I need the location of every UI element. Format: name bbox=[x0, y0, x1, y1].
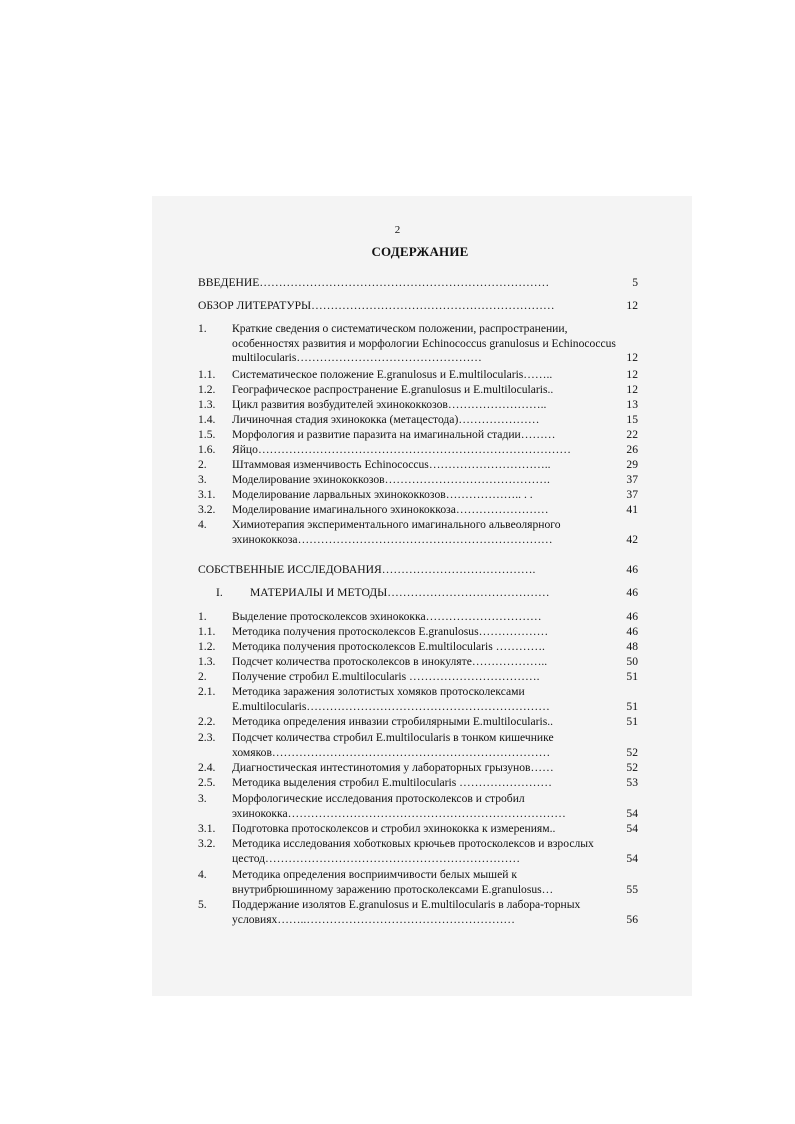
toc-title: СОДЕРЖАНИЕ bbox=[371, 244, 469, 259]
toc-entry-page: 37 bbox=[626, 473, 638, 486]
toc-entry-page: 48 bbox=[626, 640, 638, 653]
toc-entry-number: 3.2. bbox=[198, 503, 216, 516]
toc-entry-text: ВВЕДЕНИЕ………………………………………………………………… bbox=[198, 276, 550, 289]
toc-entry-page: 41 bbox=[626, 503, 638, 516]
toc-entry-page: 46 bbox=[626, 563, 638, 576]
toc-entry-text: Моделирование ларвальных эхинококкозов……………….. . . bbox=[232, 488, 533, 501]
toc-entry-page: 54 bbox=[626, 851, 638, 865]
toc-entry bbox=[198, 276, 638, 291]
toc-entry-page: 51 bbox=[626, 715, 638, 728]
toc-entry bbox=[198, 428, 638, 443]
toc-entry-text: Морфология и развитие паразита на имагинальной стадии……… bbox=[232, 428, 556, 441]
toc-entry bbox=[198, 518, 638, 547]
toc-entry-text: МАТЕРИАЛЫ И МЕТОДЫ…………………………………… bbox=[250, 586, 550, 599]
toc-entry-text: Моделирование эхинококкозов……………………………………. bbox=[232, 473, 550, 486]
toc-entry bbox=[198, 473, 638, 488]
toc-entry bbox=[198, 563, 638, 578]
toc-entry-number: 3.1. bbox=[198, 488, 216, 501]
toc-entry-page: 12 bbox=[626, 383, 638, 396]
toc-entry bbox=[198, 458, 638, 473]
toc-entry-number: 1. bbox=[198, 322, 207, 335]
toc-entry-page: 37 bbox=[626, 488, 638, 501]
toc-entry-page: 46 bbox=[626, 610, 638, 623]
toc-entry-text: Яйцо……………………………………………………………………… bbox=[232, 443, 571, 456]
toc-entry-page: 51 bbox=[626, 699, 638, 713]
toc-entry-text: СОБСТВЕННЫЕ ИССЛЕДОВАНИЯ…………………………………. bbox=[198, 563, 536, 576]
toc-entry-page: 52 bbox=[626, 761, 638, 774]
toc-entry-number: 1.1. bbox=[198, 368, 216, 381]
toc-entry-text: Моделирование имагинального эхинококкоза…………………… bbox=[232, 503, 549, 516]
toc-entry-text: Получение стробил E.multilocularis ……………………………. bbox=[232, 670, 540, 683]
toc-entry bbox=[198, 761, 638, 776]
toc-entry-number: 2.3. bbox=[198, 731, 216, 744]
toc-entry-page: 46 bbox=[626, 586, 638, 599]
toc-entry bbox=[198, 792, 638, 821]
toc-entry-text: Географическое распространение E.granulosus и E.multilocularis.. bbox=[232, 383, 554, 396]
toc-entry-number: 4. bbox=[198, 868, 207, 881]
toc-entry-page: 12 bbox=[626, 299, 638, 312]
toc-entry-page: 12 bbox=[626, 368, 638, 381]
toc-entry-page: 55 bbox=[626, 882, 638, 896]
toc-entry-text: Методика выделения стробил E.multilocularis …………………… bbox=[232, 776, 552, 789]
toc-entry-number: 2. bbox=[198, 458, 207, 471]
toc-entry bbox=[198, 503, 638, 518]
toc-entry bbox=[198, 776, 638, 791]
toc-entry-page: 51 bbox=[626, 670, 638, 683]
toc-entry-number: 3. bbox=[198, 792, 207, 805]
toc-entry-page: 53 bbox=[626, 776, 638, 789]
toc-entry-text: Выделение протосколексов эхинококка………………………… bbox=[232, 610, 542, 623]
toc-entry bbox=[198, 383, 638, 398]
toc-entry bbox=[198, 685, 638, 714]
toc-entry bbox=[198, 822, 638, 837]
toc-entry-text: Подготовка протосколексов и стробил эхинококка к измерениям.. bbox=[232, 822, 556, 835]
toc-entry-text: Химиотерапия экспериментального имагинального альвеолярного эхинококкоза………………………………………………………… bbox=[232, 518, 561, 546]
toc-entry-number: 3.1. bbox=[198, 822, 216, 835]
toc-entry-number: 1.1. bbox=[198, 625, 216, 638]
toc-entry-text: Подсчет количества протосколексов в инокуляте……………….. bbox=[232, 655, 548, 668]
toc-entry-text: Личиночная стадия эхинококка (метацестода)………………… bbox=[232, 413, 540, 426]
toc-entry-text: Систематическое положение E.granulosus и E.multilocularis…….. bbox=[232, 368, 553, 381]
toc-entry-page: 56 bbox=[626, 912, 638, 926]
toc-entry bbox=[198, 368, 638, 383]
toc-entry bbox=[198, 398, 638, 413]
toc-entry bbox=[198, 488, 638, 503]
toc-entry-page: 54 bbox=[626, 822, 638, 835]
toc-entry bbox=[198, 586, 638, 601]
toc-entry-text: Методика исследования хоботковых крючьев протосколексов и взрослых цестод………………………………………………………… bbox=[232, 837, 594, 865]
toc-entry bbox=[198, 640, 638, 655]
toc-entry bbox=[198, 731, 638, 760]
toc-entry-number: 4. bbox=[198, 518, 207, 531]
toc-entry bbox=[198, 898, 638, 927]
toc-entry-number: 1.3. bbox=[198, 655, 216, 668]
toc-entry bbox=[198, 715, 638, 730]
toc-entry bbox=[198, 322, 638, 366]
toc-entry-number: 3.2. bbox=[198, 837, 216, 850]
toc-entry-number: 1.6. bbox=[198, 443, 216, 456]
toc-entry-text: Поддержание изолятов E.granulosus и E.multilocularis в лабора-торных условиях……..……………………………………………… bbox=[232, 898, 581, 926]
toc-entry-number: 1.2. bbox=[198, 383, 216, 396]
toc-entry-number: 2.5. bbox=[198, 776, 216, 789]
toc-entry bbox=[198, 625, 638, 640]
toc-entry-page: 13 bbox=[626, 398, 638, 411]
toc-entry-number: 2. bbox=[198, 670, 207, 683]
toc-entry-text: Диагностическая интестинотомия у лабораторных грызунов…… bbox=[232, 761, 554, 774]
toc-entry-text: Морфологические исследования протосколексов и стробил эхинококка……………………………………………………………… bbox=[232, 792, 566, 820]
toc-entry-page: 46 bbox=[626, 625, 638, 638]
toc-entry bbox=[198, 655, 638, 670]
toc-entry-text: Цикл развития возбудителей эхинококкозов…………………….. bbox=[232, 398, 547, 411]
toc-entry-number: 5. bbox=[198, 898, 207, 911]
toc-entry-text: Краткие сведения о систематическом положении, распространении, особенностях развития и морфологии Echinococcus granulosus и Echinococcus multilocularis………………………………………… bbox=[232, 322, 616, 365]
toc-entry-text: Подсчет количества стробил E.multilocularis в тонком кишечнике хомяков……………………………………………………………… bbox=[232, 731, 554, 759]
toc-entry bbox=[198, 413, 638, 428]
toc-entry-text: ОБЗОР ЛИТЕРАТУРЫ……………………………………………………… bbox=[198, 299, 555, 312]
toc-entry-page: 52 bbox=[626, 745, 638, 759]
toc-entry-page: 5 bbox=[632, 276, 638, 289]
toc-entry-number: 1.3. bbox=[198, 398, 216, 411]
toc-entry-text: Методика получения протосколексов E.granulosus……………… bbox=[232, 625, 549, 638]
toc-entry-number: I. bbox=[216, 586, 223, 599]
toc-entry-number: 1.5. bbox=[198, 428, 216, 441]
toc-entry-number: 3. bbox=[198, 473, 207, 486]
toc-entry-number: 2.2. bbox=[198, 715, 216, 728]
page-number: 2 bbox=[394, 224, 401, 236]
toc-entry-page: 26 bbox=[626, 443, 638, 456]
toc-entry-number: 2.1. bbox=[198, 685, 216, 698]
toc-entry-text: Методика определения инвазии стробилярными E.multilocularis.. bbox=[232, 715, 554, 728]
toc-entry-text: Методика получения протосколексов E.multilocularis …………. bbox=[232, 640, 545, 653]
toc-entry bbox=[198, 443, 638, 458]
toc-entry-number: 1.2. bbox=[198, 640, 216, 653]
toc-entry bbox=[198, 868, 638, 897]
toc-entry-page: 50 bbox=[626, 655, 638, 668]
toc-entry bbox=[198, 610, 638, 625]
toc-entry-page: 22 bbox=[626, 428, 638, 441]
toc-entry-text: Методика заражения золотистых хомяков протосколексами E.multilocularis……………………………………………………… bbox=[232, 685, 550, 713]
toc-entry-number: 1. bbox=[198, 610, 207, 623]
toc-entry bbox=[198, 837, 638, 866]
toc-entry-page: 12 bbox=[626, 351, 638, 365]
toc-entry-text: Методика определения восприимчивости белых мышей к внутрибрюшинному заражению протосколексами E.granulosus… bbox=[232, 868, 554, 896]
toc-entry-page: 15 bbox=[626, 413, 638, 426]
toc-entry bbox=[198, 670, 638, 685]
toc-entry-text: Штаммовая изменчивость Echinococcus………………………….. bbox=[232, 458, 551, 471]
toc-entry-page: 54 bbox=[626, 806, 638, 820]
toc-entry-page: 29 bbox=[626, 458, 638, 471]
toc-entry bbox=[198, 299, 638, 314]
toc-entry-number: 1.4. bbox=[198, 413, 216, 426]
toc-entry-page: 42 bbox=[626, 532, 638, 546]
toc-entry-number: 2.4. bbox=[198, 761, 216, 774]
